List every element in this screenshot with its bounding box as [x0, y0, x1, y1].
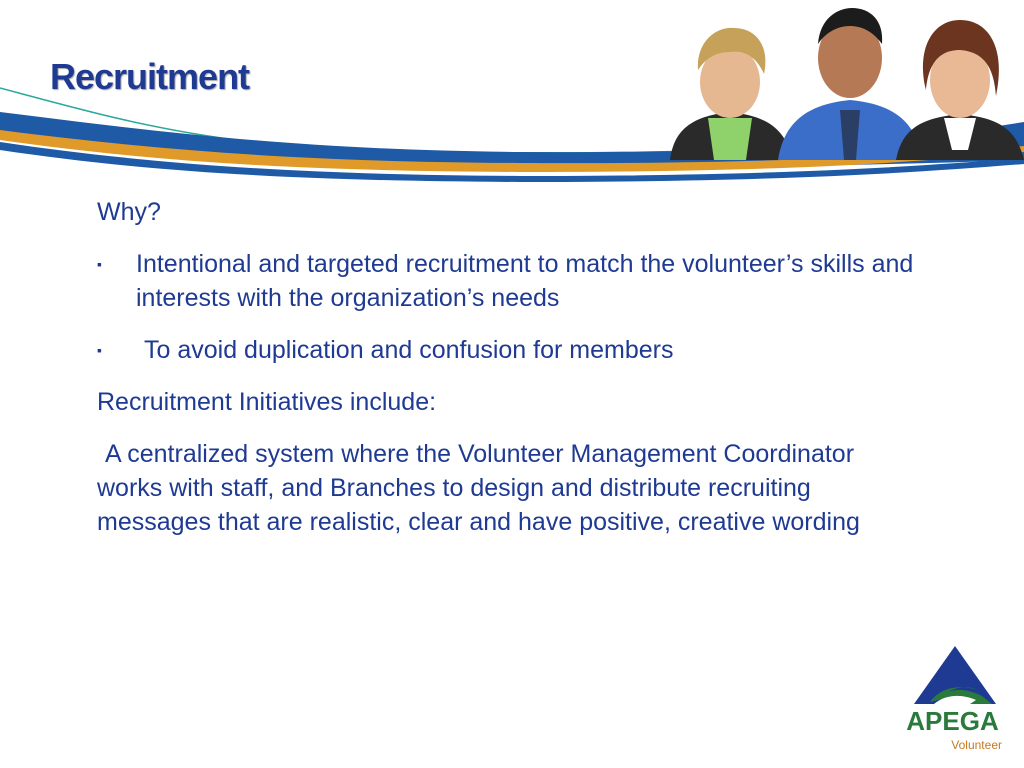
page-title: Recruitment	[50, 56, 250, 97]
bullet-text: Intentional and targeted recruitment to match the volunteer’s skills and interests with the organization’s needs	[136, 250, 914, 312]
person-middle	[778, 8, 922, 160]
bullet-item	[97, 333, 917, 367]
logo-name: APEGA	[906, 706, 999, 736]
slide-content	[97, 195, 917, 557]
paragraph-why	[97, 195, 917, 229]
apega-logo	[900, 644, 1010, 760]
bullet-marker: ▪	[97, 256, 102, 272]
paragraph-initiatives	[97, 385, 917, 419]
apega-logo-mark	[900, 644, 1010, 710]
paragraph-text: Why?	[97, 198, 161, 226]
person-left	[670, 28, 792, 160]
paragraph-centralized	[97, 437, 917, 539]
bullet-marker: ▪	[97, 342, 102, 358]
person-right	[896, 20, 1024, 160]
paragraph-text: A centralized system where the Volunteer Management Coordinator works with staff, and Branches to design and distribute recruiting messages that are realistic, clear and have positive, creative wording	[97, 440, 860, 536]
bullet-item	[97, 247, 917, 315]
bullet-text: To avoid duplication and confusion for members	[144, 336, 674, 364]
people-photo	[660, 0, 1024, 160]
paragraph-text: Recruitment Initiatives include:	[97, 388, 437, 416]
logo-subtitle: Volunteer	[951, 738, 1002, 752]
